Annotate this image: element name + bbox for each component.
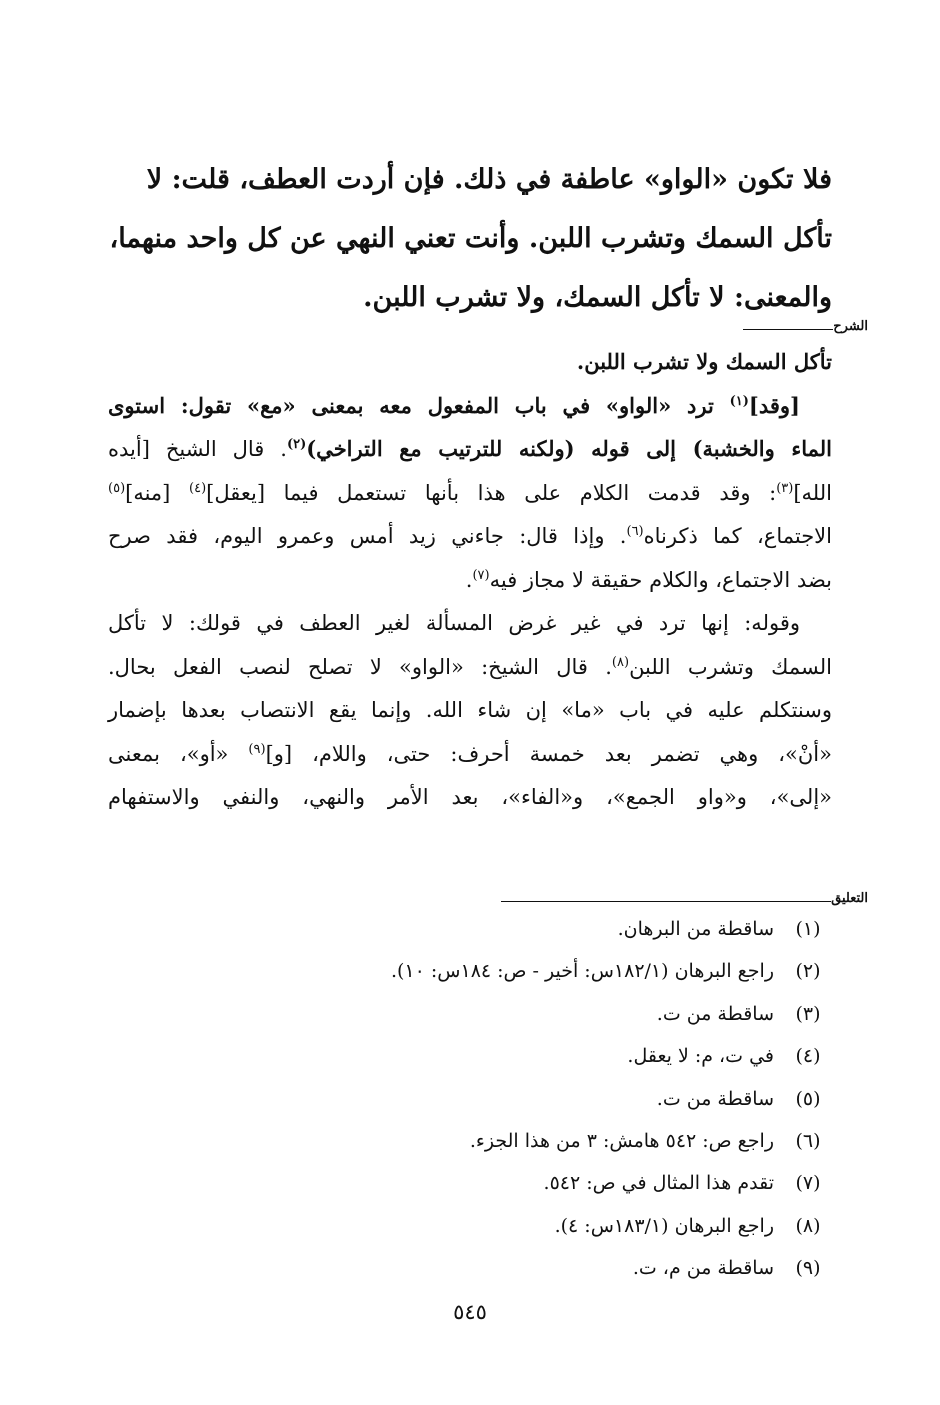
commentary-text: الاجتماع، كما ذكرناه bbox=[643, 524, 832, 548]
footnote-number: (٥) bbox=[795, 1087, 821, 1110]
footnote-number: (٣) bbox=[795, 1002, 821, 1025]
footnote-number: (١) bbox=[795, 918, 821, 940]
commentary-line bbox=[108, 559, 832, 603]
footnote-text: راجع البرهان (١٨٣/١س: ٤). bbox=[554, 1214, 774, 1237]
commentary-text: ترد «الواو» في باب المفعول معه بمعنى «مع» تقول: استوى bbox=[108, 392, 730, 418]
commentary-text: «أنْ»، وهي تضمر بعد خمسة أحرف: حتى، واللام، [و] bbox=[265, 741, 832, 766]
commentary-line bbox=[108, 472, 832, 516]
commentary-line bbox=[108, 646, 832, 690]
main-text-line: فلا تكون «الواو» عاطفة في ذلك. فإن أردت العطف، قلت: لا bbox=[146, 164, 832, 195]
sharh-label: الشرح bbox=[833, 319, 868, 334]
footnote-text: في ت، م: لا يعقل. bbox=[627, 1045, 774, 1068]
footnote-item bbox=[128, 1045, 828, 1087]
footnote-text: ساقطة من ت. bbox=[656, 1002, 774, 1025]
footnote-item bbox=[128, 1172, 828, 1214]
commentary-line bbox=[108, 427, 832, 472]
footnote-number: (٢) bbox=[795, 960, 821, 983]
commentary-text: الماء والخشبة) إلى قوله (ولكنه للترتيب مع التراخي) bbox=[306, 436, 832, 461]
footnote-ref-3[interactable]: (٣) bbox=[776, 480, 794, 496]
footnote-ref-6[interactable]: (٦) bbox=[626, 524, 644, 539]
footnote-item bbox=[128, 1003, 828, 1045]
main-text bbox=[108, 150, 832, 327]
commentary-text: الله] bbox=[793, 480, 832, 505]
footnote-ref-5[interactable]: (٥) bbox=[108, 480, 126, 496]
footnote-text: راجع البرهان (١٨٢/١س: أخير - ص: ١٨٤س: ١٠). bbox=[390, 960, 774, 983]
commentary-line: وقوله: إنها ترد في غير غرض المسألة لغير العطف في قولك: لا تأكل bbox=[108, 611, 800, 635]
commentary-line bbox=[108, 515, 832, 559]
commentary-text: «أو»، بمعنى bbox=[108, 741, 249, 766]
footnote-number: (٦) bbox=[795, 1129, 821, 1152]
footnote-text: راجع ص: ٥٤٢ هامش: ٣ من هذا الجزء. bbox=[469, 1129, 774, 1152]
sharh-divider bbox=[108, 312, 868, 334]
commentary-text: . وإذا قال: جاءني زيد أمس وعمرو اليوم، فقد صرح bbox=[108, 524, 627, 548]
footnotes bbox=[128, 918, 828, 1300]
commentary-line bbox=[108, 384, 832, 428]
notes-label: التعليق bbox=[831, 891, 868, 906]
footnote-ref-9[interactable]: (٩) bbox=[248, 741, 266, 757]
footnote-ref-8[interactable]: (٨) bbox=[611, 654, 630, 670]
footnote-item bbox=[128, 960, 828, 1002]
commentary-text: . قال الشيخ: «الواو» لا تصلح لنصب الفعل بحال. bbox=[108, 654, 612, 679]
footnote-text: ساقطة من ت. bbox=[656, 1087, 774, 1110]
notes-rule bbox=[501, 901, 831, 902]
footnote-text: ساقطة من م، ت. bbox=[632, 1257, 774, 1280]
commentary-line: تأكل السمك ولا تشرب اللبن. bbox=[576, 349, 832, 374]
footnote-number: (٨) bbox=[795, 1214, 821, 1237]
footnote-item bbox=[128, 1215, 828, 1257]
footnote-item bbox=[128, 918, 828, 960]
footnote-item bbox=[128, 1130, 828, 1172]
footnote-number: (٤) bbox=[795, 1045, 821, 1068]
commentary-text: : وقد قدمت الكلام على هذا بأنها تستعمل فيما [يعقل] bbox=[206, 480, 777, 505]
page-number: ٥٤٥ bbox=[453, 1300, 487, 1324]
commentary-text: [وقد] bbox=[748, 392, 800, 418]
footnote-ref-7[interactable]: (٧) bbox=[472, 567, 490, 583]
footnote-item bbox=[128, 1088, 828, 1130]
footnote-number: (٧) bbox=[795, 1172, 821, 1195]
footnote-number: (٩) bbox=[795, 1257, 821, 1280]
commentary-line: وسنتكلم عليه في باب «ما» إن شاء الله. وإنما يقع الانتصاب بعدها بإضمار bbox=[108, 698, 832, 722]
commentary bbox=[108, 340, 832, 820]
footnote-text: ساقطة من البرهان. bbox=[617, 918, 774, 940]
commentary-text: بضد الاجتماع، والكلام حقيقة لا مجاز فيه bbox=[489, 567, 832, 592]
commentary-line: «إلى»، و«واو الجمع»، و«الفاء»، بعد الأمر والنهي، والنفي والاستفهام bbox=[108, 785, 832, 809]
footnote-item bbox=[128, 1257, 828, 1299]
commentary-text: . bbox=[465, 567, 473, 592]
footnote-ref-2[interactable]: (٢) bbox=[286, 437, 307, 452]
commentary-line bbox=[108, 733, 832, 777]
footnote-text: تقدم هذا المثال في ص: ٥٤٢. bbox=[543, 1172, 774, 1195]
main-text-line: والمعنى: لا تأكل السمك، ولا تشرب اللبن. bbox=[363, 282, 832, 313]
main-text-line: تأكل السمك وتشرب اللبن. وأنت تعني النهي عن كل واحد منهما، bbox=[109, 223, 832, 254]
commentary-text: [منه] bbox=[125, 480, 189, 505]
footnote-ref-1[interactable]: (١) bbox=[729, 393, 749, 409]
commentary-text: . قال الشيخ [أيده bbox=[108, 437, 287, 461]
sharh-rule bbox=[743, 329, 833, 330]
commentary-text: السمك وتشرب اللبن bbox=[629, 654, 832, 679]
footnote-ref-4[interactable]: (٤) bbox=[189, 480, 207, 496]
